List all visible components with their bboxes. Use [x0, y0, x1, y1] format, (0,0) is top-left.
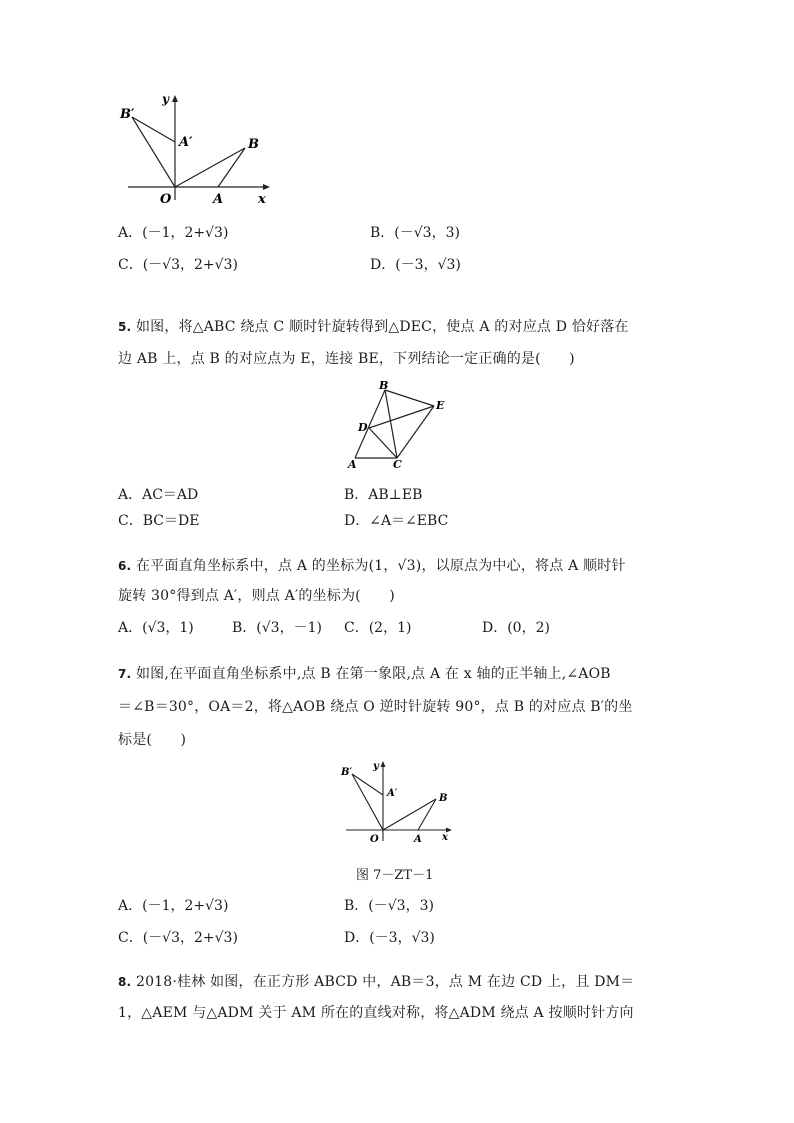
label-b-prime: B′ [120, 107, 135, 122]
q8-number: 8. [118, 975, 132, 989]
q5-option-d: D．∠A＝∠EBC [344, 513, 449, 529]
segment-ob [175, 148, 245, 187]
y-axis-arrow [172, 95, 178, 102]
label-a-prime: A′ [179, 135, 193, 150]
label-y: y [162, 92, 169, 106]
segment-ob-prime [132, 117, 175, 187]
q6-text-1: 在平面直角坐标系中，点 A 的坐标为(1，√3)，以原点为中心，将点 A 顺时针 [135, 558, 626, 574]
label-x: x [258, 192, 266, 207]
q7-text-1: 如图,在平面直角坐标系中,点 B 在第一象限,点 A 在 x 轴的正半轴上,∠AOB [135, 666, 611, 682]
top-coordinate-figure [118, 90, 278, 210]
segment-be [385, 390, 434, 406]
label-d: D [358, 421, 368, 434]
q7-stem-line-2: ＝∠B＝30°，OA＝2，将△AOB 绕点 O 逆时针旋转 90°，点 B 的对应点 B′的坐 [118, 699, 633, 715]
q8-stem-line-1 [118, 971, 634, 991]
label-o: O [160, 192, 172, 207]
q6-option-b: B．(√3，－1) [232, 620, 322, 636]
segment-b-prime-a-prime [132, 117, 175, 142]
x-axis-arrow [263, 184, 270, 190]
segment-de [369, 406, 434, 428]
q7-coordinate-figure [338, 757, 458, 849]
q5-stem-line-1 [118, 316, 629, 336]
top-option-c: C．(－√3，2+√3) [118, 257, 238, 273]
label-a: A [414, 834, 422, 845]
label-b-prime: B′ [341, 767, 353, 778]
q5-option-c: C．BC＝DE [118, 513, 200, 529]
label-a: A [348, 458, 357, 470]
segment-ob [383, 799, 436, 830]
label-c: C [393, 458, 402, 470]
q8-stem-line-2: 1，△AEM 与△ADM 关于 AM 所在的直线对称，将△ADM 绕点 A 按顺时针方向 [118, 1005, 634, 1021]
q5-option-b: B．AB⊥EB [344, 487, 423, 503]
top-option-b: B．(－√3，3) [370, 225, 460, 241]
label-a-prime: A′ [387, 788, 398, 799]
q6-stem-line-2: 旋转 30°得到点 A′，则点 A′的坐标为( ) [118, 588, 395, 604]
segment-b-prime-a-prime [352, 774, 383, 795]
top-option-a: A．(－1，2+√3) [118, 225, 229, 241]
label-y: y [373, 761, 379, 772]
segment-ec [397, 406, 434, 458]
q5-rotation-figure [343, 378, 453, 470]
q7-stem-line-1 [118, 663, 611, 683]
label-x: x [442, 832, 448, 843]
q7-option-d: D．(－3，√3) [344, 930, 435, 946]
q6-stem-line-1 [118, 555, 626, 575]
q7-option-c: C．(－√3，2+√3) [118, 930, 238, 946]
label-a: A [213, 192, 224, 207]
q6-number: 6. [118, 559, 132, 573]
segment-ob-prime [352, 774, 383, 830]
label-b: B [248, 137, 259, 152]
label-o: O [370, 834, 379, 845]
q5-option-a: A．AC＝AD [118, 487, 199, 503]
q7-option-b: B．(－√3，3) [344, 898, 434, 914]
q7-option-a: A．(－1，2+√3) [118, 898, 229, 914]
q6-option-d: D．(0，2) [482, 620, 550, 636]
q7-stem-line-3: 标是( ) [118, 732, 187, 748]
segment-ab [218, 148, 245, 187]
q6-option-a: A．(√3，1) [118, 620, 194, 636]
q5-stem-line-2: 边 AB 上，点 B 的对应点为 E，连接 BE，下列结论一定正确的是( ) [118, 351, 575, 367]
label-e: E [436, 399, 445, 412]
q5-text-1: 如图，将△ABC 绕点 C 顺时针旋转得到△DEC，使点 A 的对应点 D 恰好落在 [135, 319, 629, 335]
q7-number: 7. [118, 667, 132, 681]
y-axis-arrow [381, 761, 386, 767]
label-b: B [439, 793, 448, 804]
q5-number: 5. [118, 320, 132, 334]
label-b: B [379, 379, 389, 392]
q8-text-1: 2018·桂林 如图，在正方形 ABCD 中，AB＝3，点 M 在边 CD 上，且 DM＝ [135, 974, 635, 990]
top-option-d: D．(－3，√3) [370, 257, 461, 273]
q7-figure-caption: 图 7－ZT－1 [356, 868, 434, 883]
q6-option-c: C．(2，1) [344, 620, 412, 636]
